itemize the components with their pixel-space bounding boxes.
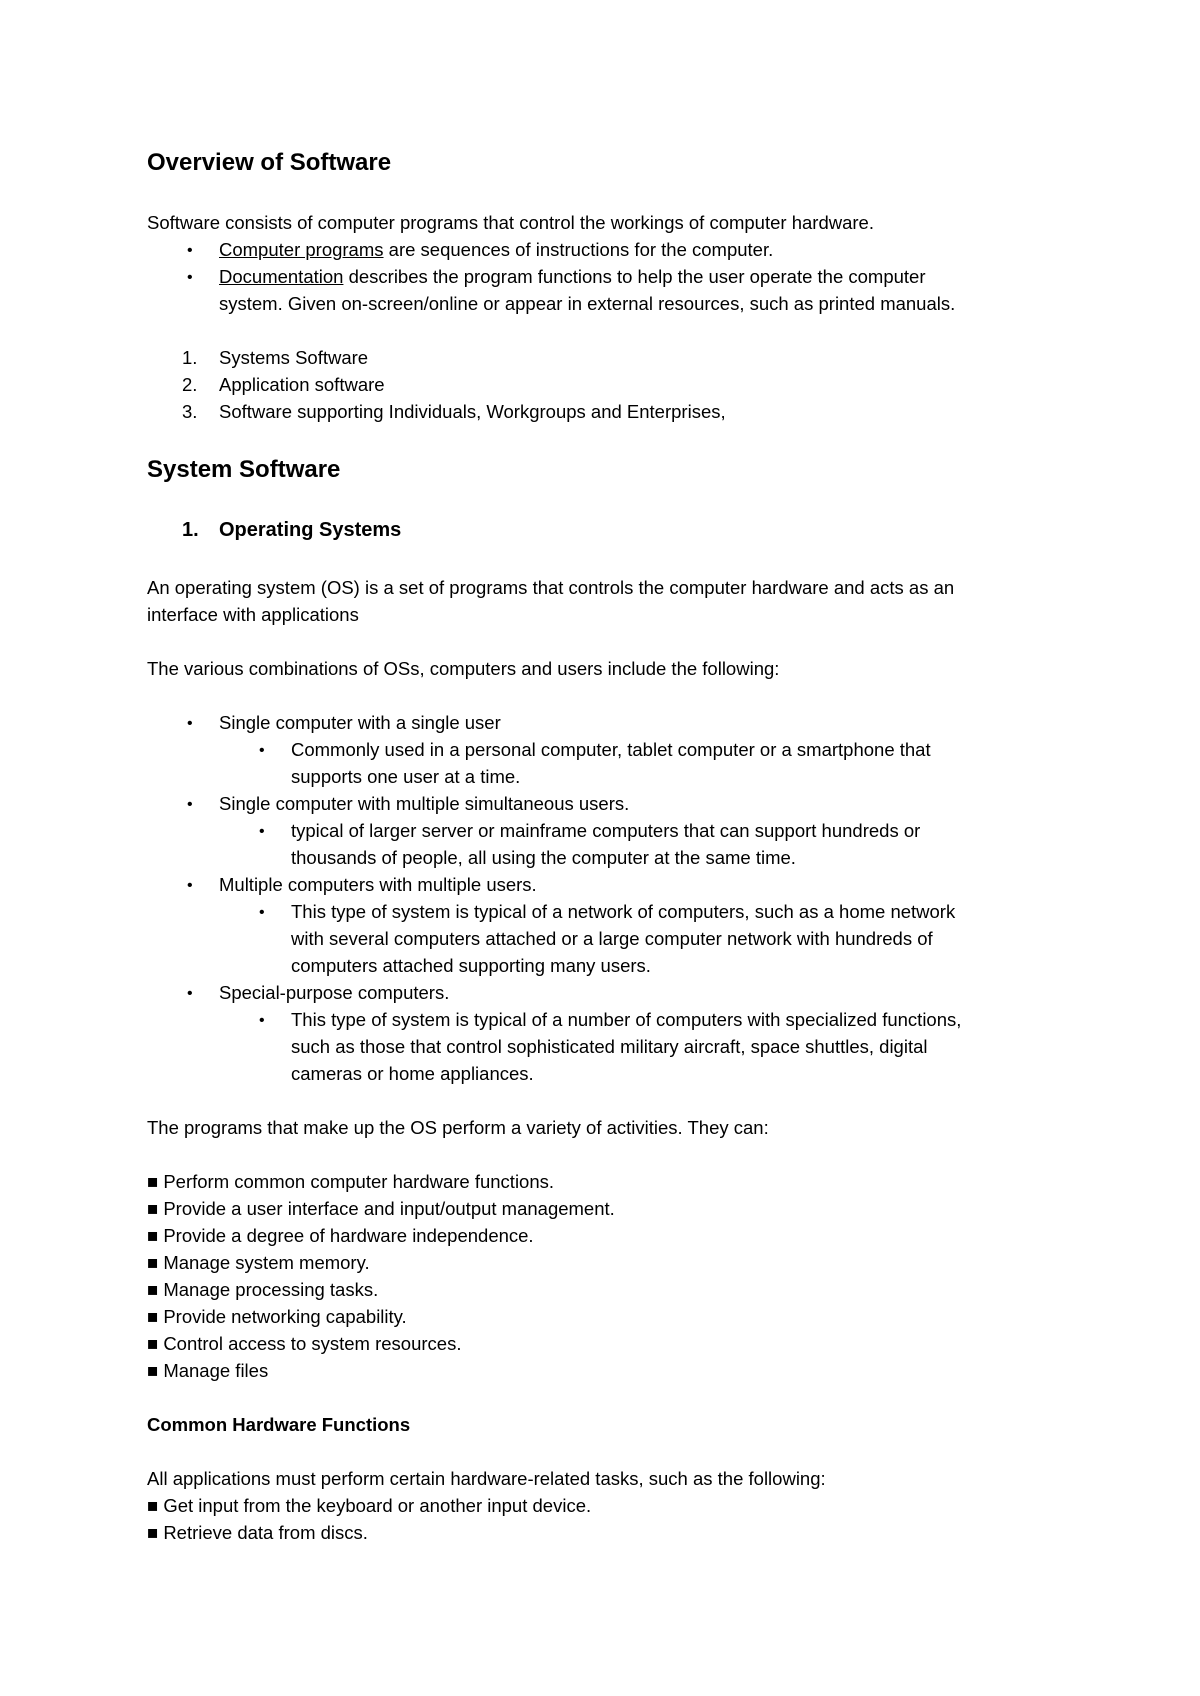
combo-detail: cameras or home appliances. [291,1063,534,1084]
combinations-intro: The various combinations of OSs, computers and users include the following: [147,658,780,679]
bullet-dot: • [187,715,193,732]
combo-detail: typical of larger server or mainframe computers that can support hundreds or [291,820,921,841]
list-item: Software supporting Individuals, Workgroups and Enterprises, [219,401,726,422]
activity-item: ■ Provide networking capability. [147,1306,407,1327]
combo-label: Single computer with a single user [219,712,501,733]
bullet-dot: • [187,877,193,894]
list-item: Application software [219,374,385,395]
combo-detail: with several computers attached or a large computer network with hundreds of [291,928,933,949]
bullet-dot: • [187,242,193,259]
hardware-functions-heading: Common Hardware Functions [147,1414,411,1435]
combo-detail: Commonly used in a personal computer, tablet computer or a smartphone that [291,739,931,760]
combo-detail: This type of system is typical of a network of computers, such as a home network [291,901,956,922]
activity-item: ■ Provide a degree of hardware independence. [147,1225,534,1246]
section-marker: 1. [182,519,199,541]
sub-bullet-dot: • [259,823,265,840]
documentation-desc-cont: system. Given on-screen/online or appear in external resources, such as printed manuals. [219,293,956,314]
combo-label: Special-purpose computers. [219,982,450,1003]
activity-item: ■ Manage files [147,1360,269,1381]
documentation-desc: describes the program functions to help the user operate the computer [343,266,926,287]
combo-label: Single computer with multiple simultaneous users. [219,793,630,814]
list-marker: 3. [182,401,198,422]
combo-detail: supports one user at a time. [291,766,521,787]
bullet-dot: • [187,269,193,286]
activity-item: ■ Manage processing tasks. [147,1279,379,1300]
documentation-term: Documentation [219,266,344,287]
bullet-dot: • [187,985,193,1002]
overview-intro: Software consists of computer programs that control the workings of computer hardware. [147,212,874,233]
os-definition-line1: An operating system (OS) is a set of programs that controls the computer hardware and acts as an [147,577,955,598]
bullet-documentation [219,265,926,289]
activity-item: ■ Perform common computer hardware functions. [147,1171,555,1192]
computer-programs-term: Computer programs [219,239,384,260]
hardware-functions-intro: All applications must perform certain hardware-related tasks, such as the following: [147,1468,826,1489]
sub-bullet-dot: • [259,1012,265,1029]
os-definition-line2: interface with applications [147,604,359,625]
combo-label: Multiple computers with multiple users. [219,874,537,895]
combo-detail: thousands of people, all using the computer at the same time. [291,847,796,868]
sub-bullet-dot: • [259,742,265,759]
hardware-task-item: ■ Get input from the keyboard or another input device. [147,1495,592,1516]
activity-item: ■ Control access to system resources. [147,1333,462,1354]
operating-systems-heading: Operating Systems [219,519,402,541]
hardware-task-item: ■ Retrieve data from discs. [147,1522,368,1543]
list-item: Systems Software [219,347,369,368]
bullet-computer-programs [219,238,773,262]
bullet-dot: • [187,796,193,813]
activity-item: ■ Manage system memory. [147,1252,370,1273]
list-marker: 1. [182,347,198,368]
sub-bullet-dot: • [259,904,265,921]
combo-detail: This type of system is typical of a number of computers with specialized functions, [291,1009,962,1030]
system-software-title: System Software [147,456,341,483]
activities-intro: The programs that make up the OS perform a variety of activities. They can: [147,1117,769,1138]
combo-detail: computers attached supporting many users. [291,955,651,976]
list-marker: 2. [182,374,198,395]
computer-programs-desc: are sequences of instructions for the computer. [383,239,774,260]
overview-title: Overview of Software [147,149,392,176]
activity-item: ■ Provide a user interface and input/output management. [147,1198,615,1219]
combo-detail: such as those that control sophisticated military aircraft, space shuttles, digital [291,1036,928,1057]
